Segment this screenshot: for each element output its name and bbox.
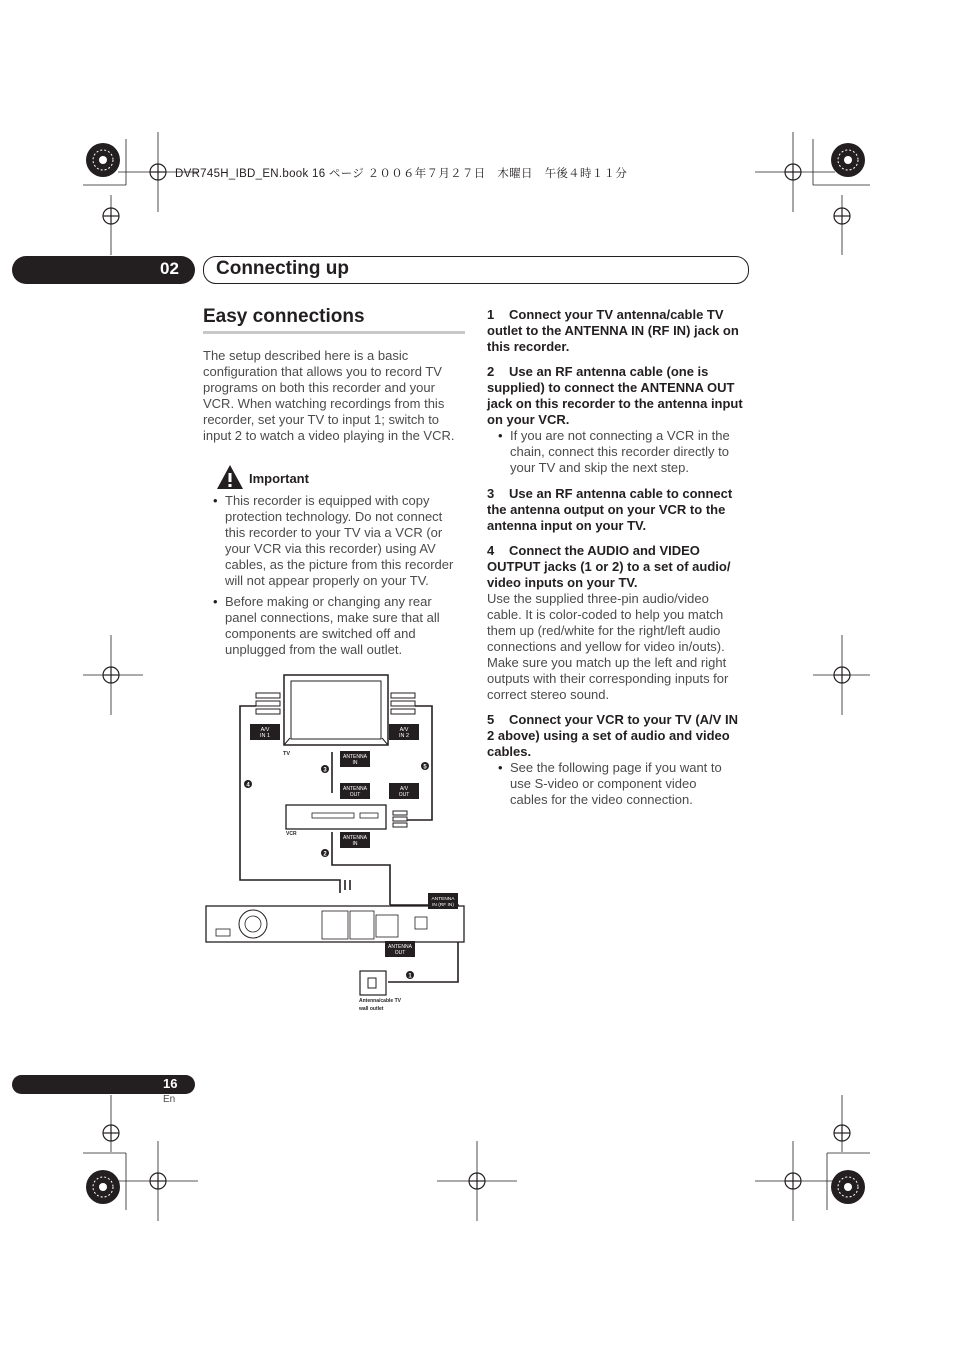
av-in-2-text: IN 2: [398, 733, 410, 739]
svg-text:3: 3: [323, 767, 327, 774]
important-icon: [216, 464, 244, 490]
wall-outlet: [360, 971, 386, 995]
step-number: 1: [487, 307, 495, 322]
print-header: DVR745H_IBD_EN.book 16 ページ ２００６年７月２７日 木曜日 午後４時１１分: [175, 168, 628, 180]
section-heading: Easy connections: [203, 306, 365, 327]
vcr-av-out-text: OUT: [398, 792, 410, 798]
svg-text:4: 4: [246, 782, 250, 789]
tv-antenna-in-text: IN: [352, 760, 358, 766]
important-item: • Before making or changing any rear panel connections, make sure that all components are switched off and unplugged from the wall outlet.: [211, 594, 465, 658]
important-label: Important: [249, 471, 309, 486]
step-5-note: [496, 760, 736, 813]
recorder-rear-panel: [206, 906, 464, 942]
step-5-title: 5 Connect your VCR to your TV (A/V IN 2 above) using a set of audio and video cables.: [487, 712, 738, 759]
step-number: 2: [487, 364, 495, 379]
tv-antenna-in-text: ANTENNA: [343, 754, 367, 760]
vcr-antenna-in-text: ANTENNA: [343, 835, 367, 841]
step-1-title: 1 Connect your TV antenna/cable TV outlet to the ANTENNA IN (RF IN) jack on this recorder.: [487, 307, 739, 354]
recorder-antenna-in-rf-text: IN (RF IN): [432, 903, 454, 908]
step-4-text: Use the supplied three-pin audio/video cable. It is color-coded to help you match them up (red/white for the right/left audio connections and yellow for video in/outs). Make sure you match up the left and right outputs with their corresponding inputs for correct stereo sound.: [487, 591, 729, 702]
vcr-unit: [286, 805, 407, 829]
step-note: • If you are not connecting a VCR in the chain, connect this recorder directly to your TV and skip the next step.: [496, 428, 736, 476]
chapter-number: 02: [160, 259, 179, 278]
vcr-antenna-out-text: OUT: [349, 792, 361, 798]
svg-text:2: 2: [323, 851, 327, 858]
vcr-label: VCR: [286, 831, 297, 837]
tv-set: [284, 675, 388, 745]
wall-outlet-text: Antenna/cable TV: [359, 998, 401, 1004]
step-4-title: 4 Connect the AUDIO and VIDEO OUTPUT jacks (1 or 2) to a set of audio/ video inputs on your TV.: [487, 543, 731, 590]
step-2-title: 2 Use an RF antenna cable (one is supplied) to connect the ANTENNA OUT jack on this recorder to the antenna input on your VCR.: [487, 364, 743, 427]
step-note: • See the following page if you want to use S-video or component video cables for the video connection.: [496, 760, 736, 808]
wall-outlet-text: wall outlet: [359, 1006, 384, 1012]
vcr-antenna-in-text: IN: [352, 841, 358, 847]
av-in-1-text: A/V: [260, 727, 270, 733]
intro-paragraph: The setup described here is a basic configuration that allows you to record TV programs on both this recorder and your VCR. When watching recordings from this recorder, set your TV to input 1; switch to input 2 to watch a video playing in the VCR.: [203, 348, 455, 443]
tv-av-in-2-jacks: [391, 693, 415, 714]
vcr-antenna-out-text: ANTENNA: [343, 786, 367, 792]
recorder-antenna-out-text: ANTENNA: [388, 944, 412, 950]
step-number: 5: [487, 712, 495, 727]
chapter-title: Connecting up: [216, 258, 349, 279]
step-3-title: 3 Use an RF antenna cable to connect the antenna output on your VCR to the antenna input on your TV.: [487, 486, 733, 533]
svg-text:1: 1: [408, 973, 412, 980]
important-item: • This recorder is equipped with copy protection technology. Do not connect this recorder to your TV via a VCR (or your VCR via this recorder) using AV cables, as the picture from this recorder will not appear properly on your TV.: [211, 493, 465, 589]
svg-text:5: 5: [423, 764, 427, 771]
section-rule: [203, 331, 465, 334]
recorder-antenna-in-rf-text: ANTENNA: [431, 897, 455, 902]
tv-label: TV: [283, 751, 291, 757]
tv-av-in-1-jacks: [256, 693, 280, 714]
av-in-1-text: IN 1: [259, 733, 271, 739]
step-2-note: [496, 428, 736, 481]
page-number: 16: [163, 1076, 178, 1091]
page-language: En: [163, 1094, 176, 1105]
important-list: [211, 493, 465, 663]
recorder-antenna-out-text: OUT: [394, 950, 406, 956]
av-in-2-text: A/V: [399, 727, 409, 733]
step-number: 4: [487, 543, 495, 558]
step-number: 3: [487, 486, 495, 501]
vcr-av-out-text: A/V: [399, 786, 409, 792]
connection-diagram: [200, 665, 468, 1017]
